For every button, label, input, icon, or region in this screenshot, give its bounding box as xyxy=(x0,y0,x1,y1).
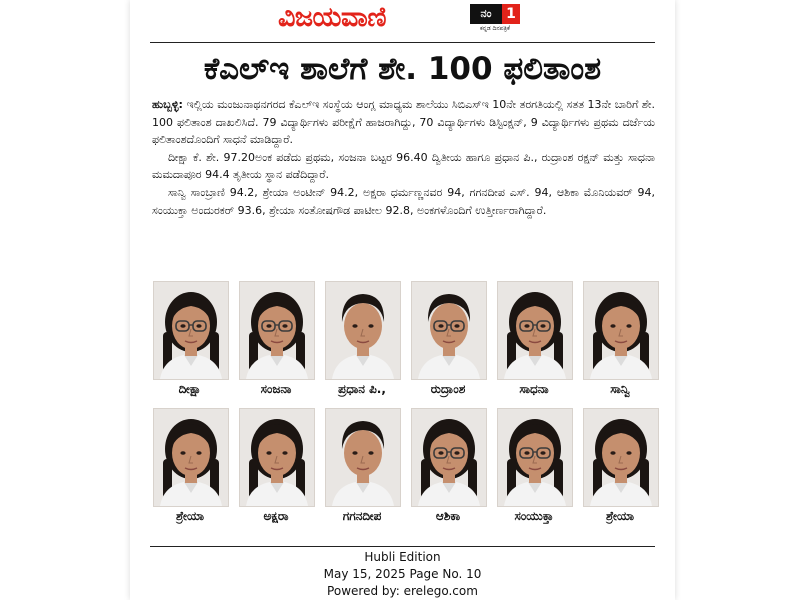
student-name: ಆಶಿಕಾ xyxy=(435,509,461,523)
student-name: ಸಂಜನಾ xyxy=(260,382,292,396)
portrait-illustration xyxy=(412,282,486,379)
student-card xyxy=(411,408,485,528)
student-card xyxy=(325,281,399,401)
badge-number: 1 xyxy=(502,4,520,24)
portrait-illustration xyxy=(154,409,228,506)
student-name: ಶ್ರೇಯಾ xyxy=(175,509,205,523)
masthead xyxy=(130,0,675,40)
student-card xyxy=(497,408,571,528)
student-name: ಸಂಯುಕ್ತಾ xyxy=(514,509,554,523)
student-card xyxy=(411,281,485,401)
student-card xyxy=(153,408,227,528)
dateline: ಹುಬ್ಬಳ್ಳಿ: xyxy=(152,98,183,111)
student-photo xyxy=(239,408,315,507)
student-photo xyxy=(411,408,487,507)
student-name: ಪ್ರಧಾನ ಪಿ., xyxy=(338,382,386,396)
student-name: ಅಕ್ಷರಾ xyxy=(263,509,289,523)
student-photo xyxy=(497,281,573,380)
student-photo xyxy=(239,281,315,380)
student-photo xyxy=(325,281,401,380)
student-name: ಗಗನದೀಪ xyxy=(342,509,382,523)
badge-tagline: ಕನ್ನಡ ದಿನಪತ್ರಿಕೆ xyxy=(479,25,510,32)
photo-row-2 xyxy=(153,408,655,528)
portrait-illustration xyxy=(584,409,658,506)
portrait-illustration xyxy=(498,282,572,379)
student-name: ಶ್ರೇಯಾ xyxy=(605,509,635,523)
article-paragraph-2: ದೀಕ್ಷಾ ಕೆ. ಶೇ. 97.20ಅಂಕ ಪಡೆದು ಪ್ರಥಮ, ಸಂಜನಾ ಬಟ್ಟರ 96.40 ದ್ವಿತೀಯ ಹಾಗೂ ಪ್ರಧಾನ ಪಿ., ರುದ್ರಾಂಶ ರಕ್ಷನ್ ಮತ್ತು ಸಾಧನಾ ಮಮದಾಪೂರ 94.4 ತೃತೀಯ ಸ್ಥಾನ ಪಡೆದಿದ್ದಾರೆ. xyxy=(152,150,655,182)
student-card xyxy=(239,281,313,401)
student-photo xyxy=(153,281,229,380)
photo-row-1 xyxy=(153,281,655,401)
student-photo xyxy=(583,408,659,507)
portrait-illustration xyxy=(154,282,228,379)
article-paragraph-1: ಹುಬ್ಬಳ್ಳಿ: ಇಲ್ಲಿಯ ಮಂಜುನಾಥನಗರದ ಕೆಎಲ್‌ಇ ಸಂಸ್ಥೆಯ ಆಂಗ್ಲ ಮಾಧ್ಯಮ ಶಾಲೆಯು ಸಿಬಿಎಸ್‌ಇ 10ನೇ ತರಗತಿಯಲ್ಲಿ ಸತತ 13ನೇ ಬಾರಿಗೆ ಶೇ. 100 ಫಲಿತಾಂಶ ದಾಖಲಿಸಿದೆ. 79 ವಿದ್ಯಾರ್ಥಿಗಳು ಪರೀಕ್ಷೆಗೆ ಹಾಜರಾಗಿದ್ದು, 70 ವಿದ್ಯಾರ್ಥಿಗಳು ಡಿಸ್ಟಿಂಕ್ಷನ್, 9 ವಿದ್ಯಾರ್ಥಿಗಳು ಪ್ರಥಮ ದರ್ಜೆಯ ಫಲಿತಾಂಶದೊಂದಿಗೆ ಸಾಧನೆ ಮಾಡಿದ್ದಾರೆ. xyxy=(152,98,656,147)
student-name: ರುದ್ರಾಂಶ xyxy=(430,382,466,396)
portrait-illustration xyxy=(326,409,400,506)
portrait-illustration xyxy=(498,409,572,506)
student-name: ಸಾಧನಾ xyxy=(519,382,549,396)
footer xyxy=(130,549,675,600)
student-photo xyxy=(325,408,401,507)
article-body xyxy=(152,96,655,219)
student-card xyxy=(239,408,313,528)
newspaper-page xyxy=(130,0,675,600)
student-photo xyxy=(153,408,229,507)
article-paragraph-3: ಸಾನ್ವಿ ಸಾಂಬ್ರಾಣಿ 94.2, ಶ್ರೇಯಾ ಅಂಟೀನ್ 94.2, ಅಕ್ಷರಾ ಧರ್ಮಣ್ಣನವರ 94, ಗಗನದೀಪ ಎಸ್. 94, ಆಶಿಕಾ ಮೊನಿಯವರ್ 94, ಸಂಯುಕ್ತಾ ಅಂದುರಕರ್ 93.6, ಶ್ರೇಯಾ ಸಂತೋಷಗೌಡ ಪಾಟೀಲ 92.8, ಅಂಕಗಳೊಂದಿಗೆ ಉತ್ತೀರ್ಣರಾಗಿದ್ದಾರೆ. xyxy=(152,185,655,217)
portrait-illustration xyxy=(240,409,314,506)
footer-divider xyxy=(150,546,655,547)
student-name: ದೀಕ್ಷಾ xyxy=(178,382,202,396)
newspaper-logo: ವಿಜಯವಾಣಿ xyxy=(278,2,386,33)
student-photo xyxy=(583,281,659,380)
portrait-illustration xyxy=(412,409,486,506)
student-card xyxy=(583,281,657,401)
badge-text: ನಂ xyxy=(470,4,502,24)
student-card xyxy=(583,408,657,528)
portrait-illustration xyxy=(584,282,658,379)
portrait-illustration xyxy=(240,282,314,379)
top-divider xyxy=(150,42,655,43)
headline: ಕೆಎಲ್‌ಇ ಶಾಲೆಗೆ ಶೇ. 100 ಫಲಿತಾಂಶ xyxy=(203,51,602,87)
student-photo xyxy=(411,281,487,380)
date-page-label: May 15, 2025 Page No. 10 xyxy=(323,567,482,581)
portrait-illustration xyxy=(326,282,400,379)
powered-by-link[interactable]: Powered by: erelego.com xyxy=(327,584,478,598)
student-photo xyxy=(497,408,573,507)
student-card xyxy=(497,281,571,401)
student-card xyxy=(325,408,399,528)
number-one-badge xyxy=(470,4,520,34)
student-card xyxy=(153,281,227,401)
student-name: ಸಾನ್ವಿ xyxy=(610,382,630,396)
edition-label: Hubli Edition xyxy=(364,550,441,564)
